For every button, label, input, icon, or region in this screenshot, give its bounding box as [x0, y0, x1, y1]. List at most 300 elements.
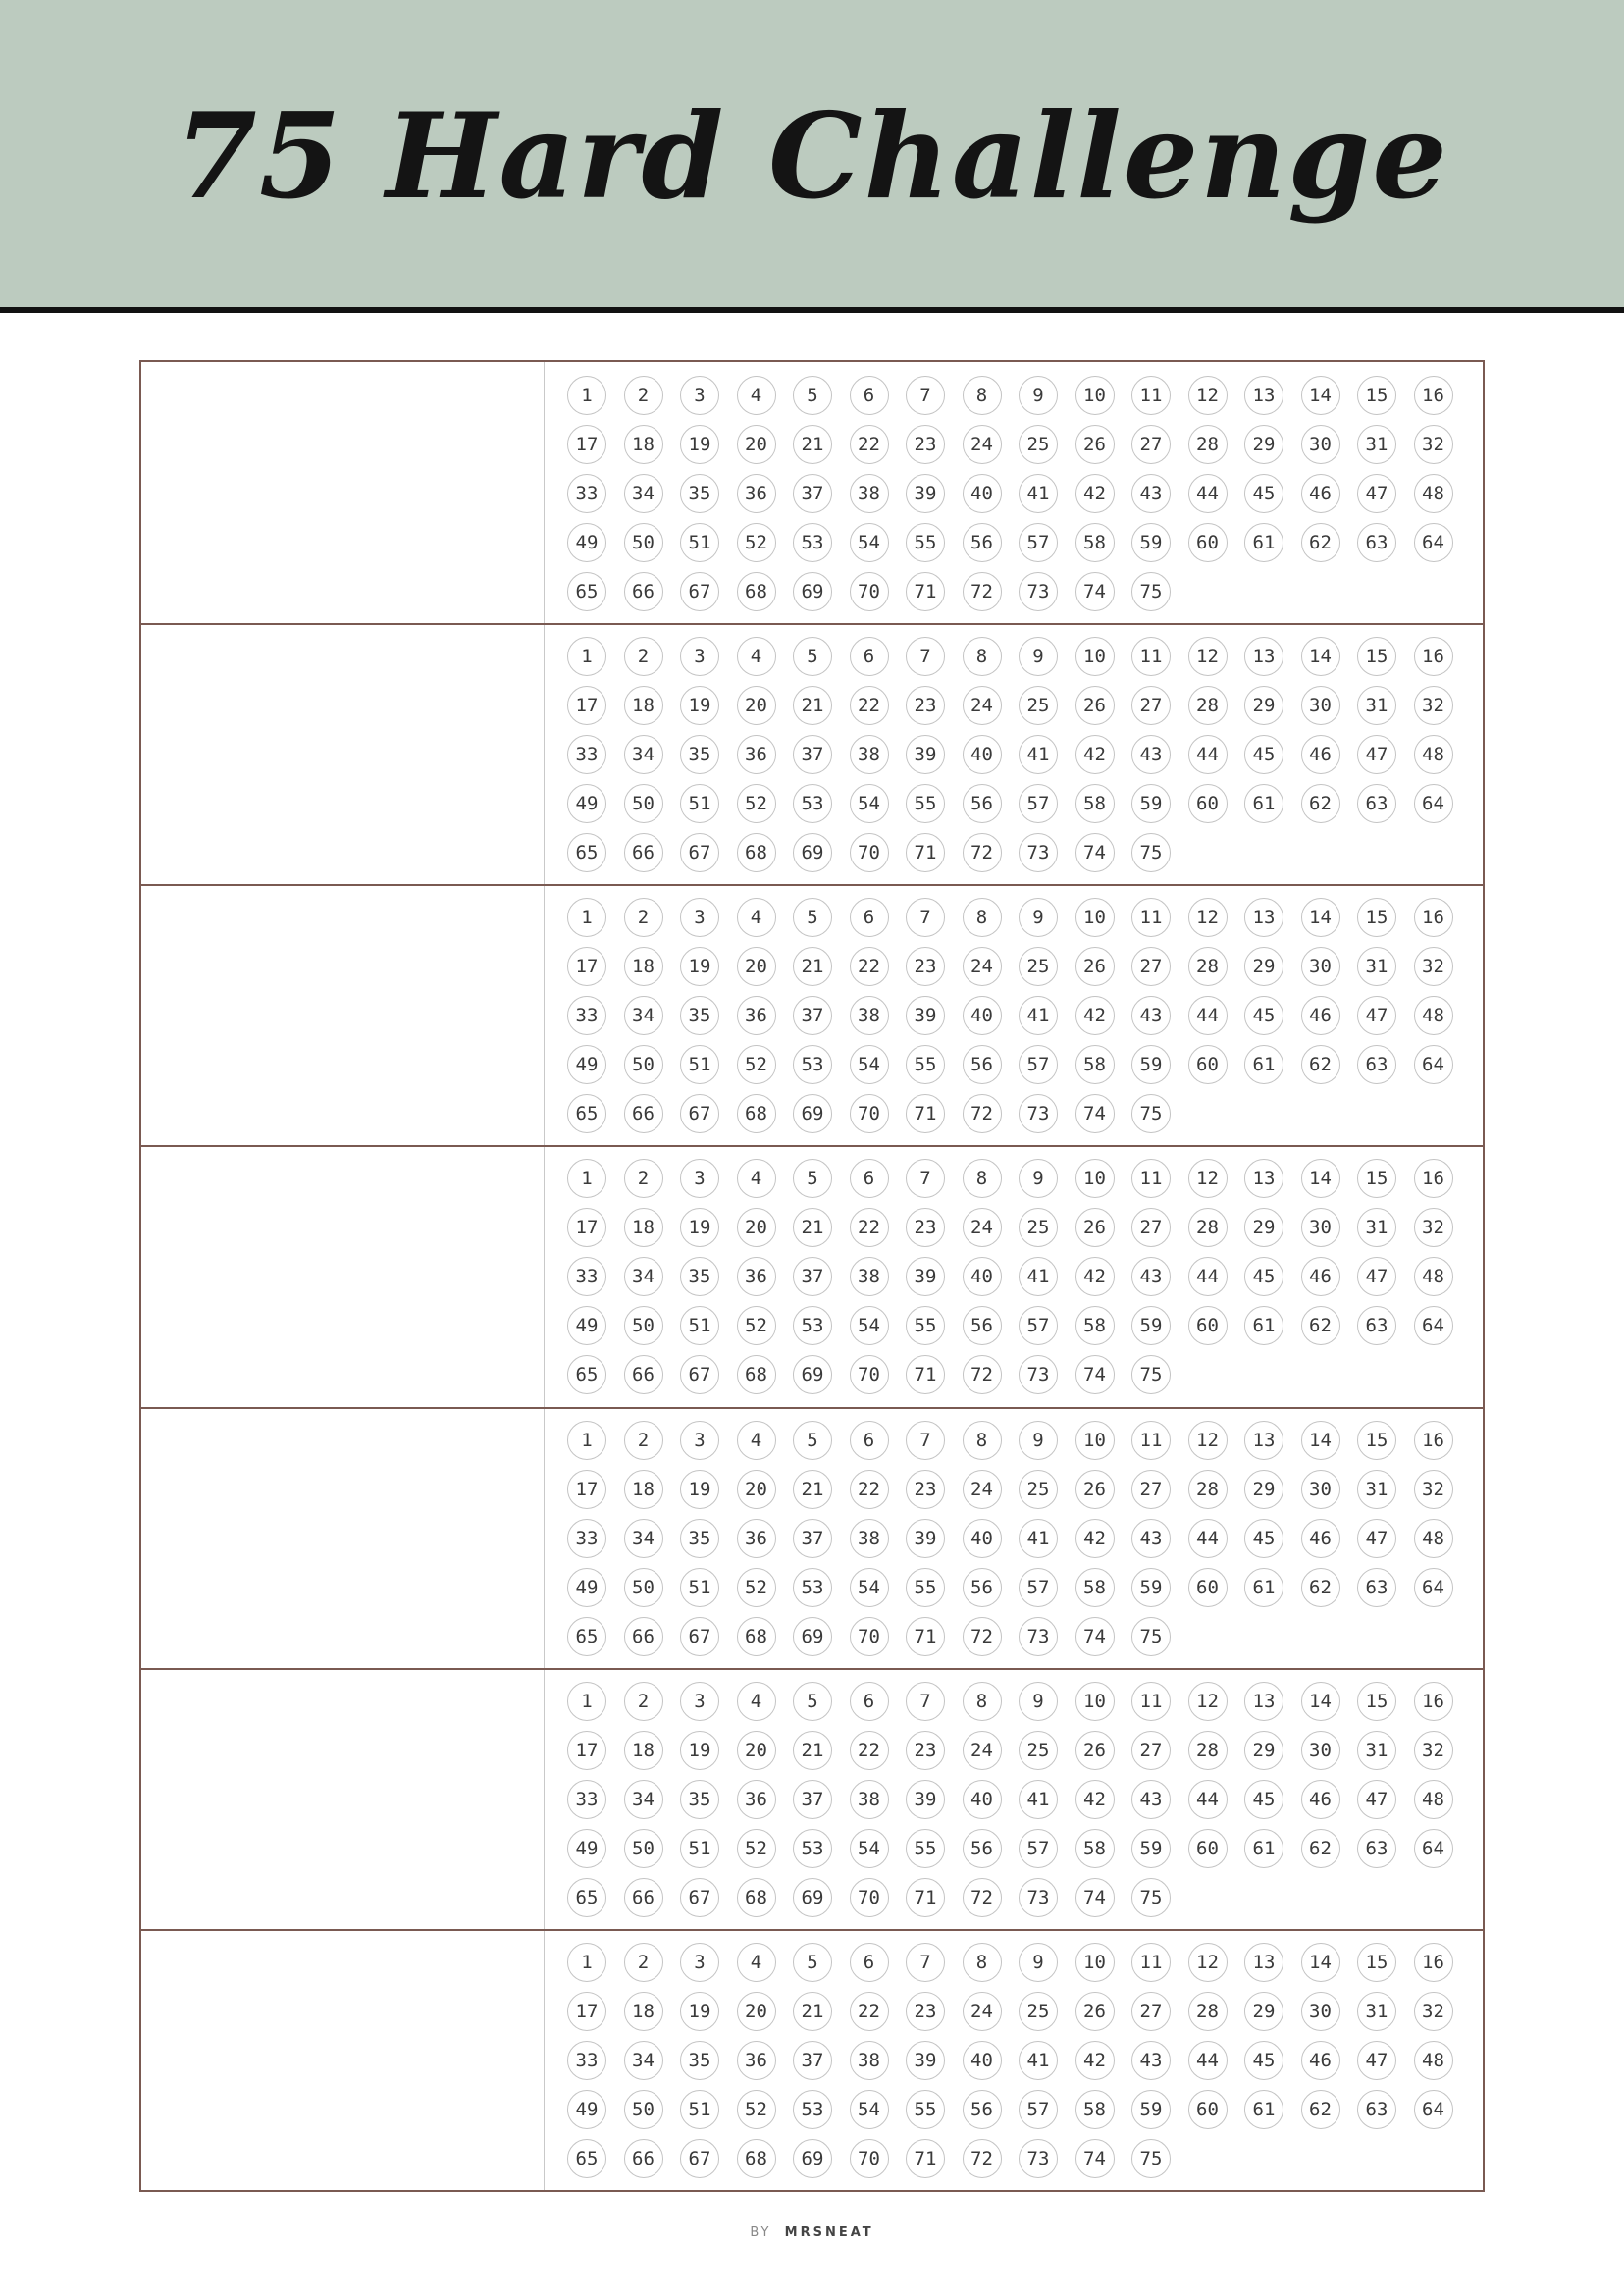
- day-circle[interactable]: 4: [737, 1421, 776, 1460]
- day-circle[interactable]: 17: [567, 1731, 606, 1770]
- day-circle[interactable]: 69: [793, 2139, 832, 2178]
- day-circle[interactable]: 24: [963, 1731, 1002, 1770]
- day-circle[interactable]: 43: [1131, 1780, 1171, 1819]
- day-circle[interactable]: 40: [963, 1257, 1002, 1296]
- day-circle[interactable]: 24: [963, 1470, 1002, 1509]
- day-circle[interactable]: 3: [680, 376, 719, 415]
- day-circle[interactable]: 4: [737, 637, 776, 676]
- day-circle[interactable]: 13: [1244, 376, 1283, 415]
- day-circle[interactable]: 2: [624, 637, 663, 676]
- day-circle[interactable]: 13: [1244, 637, 1283, 676]
- day-circle[interactable]: 44: [1188, 735, 1228, 774]
- day-circle[interactable]: 17: [567, 686, 606, 725]
- day-circle[interactable]: 1: [567, 1943, 606, 1982]
- day-circle[interactable]: 34: [624, 996, 663, 1035]
- day-circle[interactable]: 14: [1301, 1943, 1340, 1982]
- day-circle[interactable]: 28: [1188, 425, 1228, 464]
- day-circle[interactable]: 10: [1075, 1682, 1115, 1721]
- day-circle[interactable]: 70: [850, 1878, 889, 1917]
- day-circle[interactable]: 70: [850, 1355, 889, 1394]
- day-circle[interactable]: 69: [793, 1355, 832, 1394]
- day-circle[interactable]: 20: [737, 1470, 776, 1509]
- day-circle[interactable]: 11: [1131, 1421, 1171, 1460]
- day-circle[interactable]: 5: [793, 1421, 832, 1460]
- day-circle[interactable]: 17: [567, 1208, 606, 1247]
- day-circle[interactable]: 33: [567, 474, 606, 513]
- day-circle[interactable]: 71: [906, 2139, 945, 2178]
- day-circle[interactable]: 42: [1075, 474, 1115, 513]
- day-circle[interactable]: 4: [737, 1682, 776, 1721]
- day-circle[interactable]: 62: [1301, 523, 1340, 562]
- day-circle[interactable]: 64: [1414, 1045, 1453, 1084]
- day-circle[interactable]: 47: [1357, 1519, 1396, 1558]
- day-circle[interactable]: 54: [850, 1306, 889, 1345]
- day-circle[interactable]: 67: [680, 2139, 719, 2178]
- day-circle[interactable]: 21: [793, 1208, 832, 1247]
- day-circle[interactable]: 36: [737, 735, 776, 774]
- day-circle[interactable]: 26: [1075, 1208, 1115, 1247]
- day-circle[interactable]: 33: [567, 1257, 606, 1296]
- day-circle[interactable]: 57: [1019, 523, 1058, 562]
- day-circle[interactable]: 27: [1131, 1208, 1171, 1247]
- day-circle[interactable]: 51: [680, 784, 719, 823]
- day-circle[interactable]: 31: [1357, 425, 1396, 464]
- day-circle[interactable]: 20: [737, 1992, 776, 2031]
- day-circle[interactable]: 31: [1357, 947, 1396, 986]
- day-circle[interactable]: 9: [1019, 637, 1058, 676]
- day-circle[interactable]: 45: [1244, 1780, 1283, 1819]
- day-circle[interactable]: 32: [1414, 425, 1453, 464]
- day-circle[interactable]: 52: [737, 523, 776, 562]
- day-circle[interactable]: 9: [1019, 1943, 1058, 1982]
- day-circle[interactable]: 30: [1301, 425, 1340, 464]
- day-circle[interactable]: 33: [567, 1780, 606, 1819]
- day-circle[interactable]: 72: [963, 1878, 1002, 1917]
- day-circle[interactable]: 15: [1357, 1159, 1396, 1198]
- day-circle[interactable]: 7: [906, 376, 945, 415]
- day-circle[interactable]: 53: [793, 1045, 832, 1084]
- day-circle[interactable]: 52: [737, 1829, 776, 1868]
- day-circle[interactable]: 25: [1019, 1731, 1058, 1770]
- day-circle[interactable]: 9: [1019, 1159, 1058, 1198]
- day-circle[interactable]: 40: [963, 1780, 1002, 1819]
- day-circle[interactable]: 15: [1357, 898, 1396, 937]
- day-circle[interactable]: 12: [1188, 1159, 1228, 1198]
- day-circle[interactable]: 15: [1357, 376, 1396, 415]
- day-circle[interactable]: 44: [1188, 2041, 1228, 2080]
- day-circle[interactable]: 23: [906, 1470, 945, 1509]
- day-circle[interactable]: 6: [850, 1943, 889, 1982]
- day-circle[interactable]: 39: [906, 474, 945, 513]
- day-circle[interactable]: 72: [963, 2139, 1002, 2178]
- day-circle[interactable]: 17: [567, 1992, 606, 2031]
- day-circle[interactable]: 69: [793, 833, 832, 872]
- day-circle[interactable]: 50: [624, 784, 663, 823]
- day-circle[interactable]: 48: [1414, 2041, 1453, 2080]
- day-circle[interactable]: 49: [567, 1568, 606, 1607]
- day-circle[interactable]: 30: [1301, 947, 1340, 986]
- day-circle[interactable]: 30: [1301, 686, 1340, 725]
- day-circle[interactable]: 7: [906, 1682, 945, 1721]
- day-circle[interactable]: 68: [737, 1094, 776, 1133]
- day-circle[interactable]: 60: [1188, 1568, 1228, 1607]
- day-circle[interactable]: 75: [1131, 1617, 1171, 1656]
- day-circle[interactable]: 51: [680, 523, 719, 562]
- day-circle[interactable]: 22: [850, 686, 889, 725]
- day-circle[interactable]: 42: [1075, 2041, 1115, 2080]
- habit-label-cell[interactable]: [141, 623, 544, 884]
- day-circle[interactable]: 47: [1357, 474, 1396, 513]
- day-circle[interactable]: 18: [624, 1470, 663, 1509]
- day-circle[interactable]: 66: [624, 572, 663, 611]
- day-circle[interactable]: 34: [624, 1780, 663, 1819]
- day-circle[interactable]: 68: [737, 1878, 776, 1917]
- day-circle[interactable]: 53: [793, 1829, 832, 1868]
- day-circle[interactable]: 6: [850, 637, 889, 676]
- day-circle[interactable]: 34: [624, 474, 663, 513]
- day-circle[interactable]: 38: [850, 1519, 889, 1558]
- day-circle[interactable]: 64: [1414, 784, 1453, 823]
- day-circle[interactable]: 46: [1301, 2041, 1340, 2080]
- day-circle[interactable]: 23: [906, 947, 945, 986]
- day-circle[interactable]: 72: [963, 572, 1002, 611]
- day-circle[interactable]: 75: [1131, 1878, 1171, 1917]
- day-circle[interactable]: 20: [737, 686, 776, 725]
- day-circle[interactable]: 60: [1188, 2090, 1228, 2129]
- day-circle[interactable]: 61: [1244, 1568, 1283, 1607]
- day-circle[interactable]: 34: [624, 2041, 663, 2080]
- day-circle[interactable]: 16: [1414, 1159, 1453, 1198]
- day-circle[interactable]: 73: [1019, 1094, 1058, 1133]
- day-circle[interactable]: 27: [1131, 686, 1171, 725]
- day-circle[interactable]: 26: [1075, 425, 1115, 464]
- day-circle[interactable]: 14: [1301, 1682, 1340, 1721]
- day-circle[interactable]: 29: [1244, 425, 1283, 464]
- day-circle[interactable]: 71: [906, 1878, 945, 1917]
- day-circle[interactable]: 24: [963, 425, 1002, 464]
- day-circle[interactable]: 29: [1244, 686, 1283, 725]
- day-circle[interactable]: 27: [1131, 1731, 1171, 1770]
- day-circle[interactable]: 7: [906, 1159, 945, 1198]
- day-circle[interactable]: 22: [850, 1208, 889, 1247]
- day-circle[interactable]: 37: [793, 1257, 832, 1296]
- day-circle[interactable]: 62: [1301, 1829, 1340, 1868]
- day-circle[interactable]: 10: [1075, 1943, 1115, 1982]
- day-circle[interactable]: 8: [963, 1159, 1002, 1198]
- day-circle[interactable]: 32: [1414, 686, 1453, 725]
- day-circle[interactable]: 31: [1357, 1731, 1396, 1770]
- day-circle[interactable]: 48: [1414, 474, 1453, 513]
- day-circle[interactable]: 53: [793, 1568, 832, 1607]
- day-circle[interactable]: 44: [1188, 996, 1228, 1035]
- day-circle[interactable]: 58: [1075, 784, 1115, 823]
- day-circle[interactable]: 65: [567, 1878, 606, 1917]
- day-circle[interactable]: 73: [1019, 833, 1058, 872]
- day-circle[interactable]: 42: [1075, 735, 1115, 774]
- day-circle[interactable]: 64: [1414, 1829, 1453, 1868]
- day-circle[interactable]: 50: [624, 1829, 663, 1868]
- day-circle[interactable]: 59: [1131, 784, 1171, 823]
- day-circle[interactable]: 43: [1131, 1519, 1171, 1558]
- day-circle[interactable]: 47: [1357, 996, 1396, 1035]
- day-circle[interactable]: 29: [1244, 947, 1283, 986]
- day-circle[interactable]: 50: [624, 1568, 663, 1607]
- day-circle[interactable]: 35: [680, 1519, 719, 1558]
- day-circle[interactable]: 62: [1301, 1568, 1340, 1607]
- day-circle[interactable]: 55: [906, 1568, 945, 1607]
- day-circle[interactable]: 56: [963, 523, 1002, 562]
- day-circle[interactable]: 33: [567, 996, 606, 1035]
- day-circle[interactable]: 10: [1075, 376, 1115, 415]
- day-circle[interactable]: 56: [963, 1568, 1002, 1607]
- day-circle[interactable]: 1: [567, 1159, 606, 1198]
- day-circle[interactable]: 75: [1131, 2139, 1171, 2178]
- day-circle[interactable]: 61: [1244, 1306, 1283, 1345]
- day-circle[interactable]: 67: [680, 1617, 719, 1656]
- day-circle[interactable]: 74: [1075, 1878, 1115, 1917]
- day-circle[interactable]: 68: [737, 833, 776, 872]
- day-circle[interactable]: 72: [963, 1617, 1002, 1656]
- day-circle[interactable]: 45: [1244, 2041, 1283, 2080]
- day-circle[interactable]: 36: [737, 1519, 776, 1558]
- day-circle[interactable]: 58: [1075, 523, 1115, 562]
- day-circle[interactable]: 43: [1131, 2041, 1171, 2080]
- day-circle[interactable]: 75: [1131, 1355, 1171, 1394]
- day-circle[interactable]: 30: [1301, 1208, 1340, 1247]
- day-circle[interactable]: 69: [793, 1094, 832, 1133]
- day-circle[interactable]: 36: [737, 996, 776, 1035]
- day-circle[interactable]: 74: [1075, 833, 1115, 872]
- day-circle[interactable]: 18: [624, 1992, 663, 2031]
- day-circle[interactable]: 9: [1019, 898, 1058, 937]
- day-circle[interactable]: 32: [1414, 947, 1453, 986]
- day-circle[interactable]: 71: [906, 1094, 945, 1133]
- day-circle[interactable]: 31: [1357, 686, 1396, 725]
- day-circle[interactable]: 59: [1131, 1306, 1171, 1345]
- day-circle[interactable]: 56: [963, 1045, 1002, 1084]
- day-circle[interactable]: 38: [850, 996, 889, 1035]
- day-circle[interactable]: 70: [850, 1094, 889, 1133]
- day-circle[interactable]: 67: [680, 1355, 719, 1394]
- day-circle[interactable]: 25: [1019, 1992, 1058, 2031]
- day-circle[interactable]: 9: [1019, 1682, 1058, 1721]
- day-circle[interactable]: 66: [624, 833, 663, 872]
- day-circle[interactable]: 73: [1019, 1617, 1058, 1656]
- day-circle[interactable]: 8: [963, 1943, 1002, 1982]
- day-circle[interactable]: 37: [793, 1780, 832, 1819]
- day-circle[interactable]: 57: [1019, 2090, 1058, 2129]
- day-circle[interactable]: 23: [906, 1731, 945, 1770]
- day-circle[interactable]: 71: [906, 1617, 945, 1656]
- day-circle[interactable]: 73: [1019, 572, 1058, 611]
- day-circle[interactable]: 20: [737, 1208, 776, 1247]
- day-circle[interactable]: 2: [624, 1159, 663, 1198]
- habit-label-cell[interactable]: [141, 1145, 544, 1406]
- day-circle[interactable]: 23: [906, 686, 945, 725]
- day-circle[interactable]: 44: [1188, 1780, 1228, 1819]
- day-circle[interactable]: 33: [567, 1519, 606, 1558]
- day-circle[interactable]: 55: [906, 523, 945, 562]
- day-circle[interactable]: 19: [680, 1731, 719, 1770]
- day-circle[interactable]: 26: [1075, 1470, 1115, 1509]
- day-circle[interactable]: 4: [737, 898, 776, 937]
- day-circle[interactable]: 16: [1414, 1943, 1453, 1982]
- day-circle[interactable]: 45: [1244, 1257, 1283, 1296]
- day-circle[interactable]: 4: [737, 1159, 776, 1198]
- day-circle[interactable]: 5: [793, 1943, 832, 1982]
- day-circle[interactable]: 55: [906, 1045, 945, 1084]
- day-circle[interactable]: 74: [1075, 1617, 1115, 1656]
- day-circle[interactable]: 63: [1357, 1045, 1396, 1084]
- day-circle[interactable]: 60: [1188, 784, 1228, 823]
- day-circle[interactable]: 4: [737, 376, 776, 415]
- day-circle[interactable]: 42: [1075, 996, 1115, 1035]
- day-circle[interactable]: 40: [963, 1519, 1002, 1558]
- day-circle[interactable]: 18: [624, 947, 663, 986]
- day-circle[interactable]: 64: [1414, 1568, 1453, 1607]
- day-circle[interactable]: 1: [567, 898, 606, 937]
- day-circle[interactable]: 24: [963, 947, 1002, 986]
- day-circle[interactable]: 7: [906, 898, 945, 937]
- day-circle[interactable]: 69: [793, 1878, 832, 1917]
- day-circle[interactable]: 57: [1019, 1306, 1058, 1345]
- day-circle[interactable]: 22: [850, 1470, 889, 1509]
- day-circle[interactable]: 12: [1188, 376, 1228, 415]
- day-circle[interactable]: 66: [624, 1094, 663, 1133]
- day-circle[interactable]: 25: [1019, 1470, 1058, 1509]
- day-circle[interactable]: 63: [1357, 1306, 1396, 1345]
- day-circle[interactable]: 21: [793, 425, 832, 464]
- day-circle[interactable]: 35: [680, 474, 719, 513]
- day-circle[interactable]: 26: [1075, 1992, 1115, 2031]
- day-circle[interactable]: 55: [906, 1829, 945, 1868]
- day-circle[interactable]: 65: [567, 1094, 606, 1133]
- day-circle[interactable]: 12: [1188, 898, 1228, 937]
- day-circle[interactable]: 29: [1244, 1731, 1283, 1770]
- day-circle[interactable]: 23: [906, 1208, 945, 1247]
- day-circle[interactable]: 20: [737, 1731, 776, 1770]
- day-circle[interactable]: 17: [567, 1470, 606, 1509]
- day-circle[interactable]: 11: [1131, 898, 1171, 937]
- day-circle[interactable]: 74: [1075, 1094, 1115, 1133]
- day-circle[interactable]: 57: [1019, 1045, 1058, 1084]
- day-circle[interactable]: 26: [1075, 947, 1115, 986]
- day-circle[interactable]: 6: [850, 1682, 889, 1721]
- day-circle[interactable]: 6: [850, 1421, 889, 1460]
- day-circle[interactable]: 54: [850, 2090, 889, 2129]
- day-circle[interactable]: 1: [567, 637, 606, 676]
- day-circle[interactable]: 56: [963, 1306, 1002, 1345]
- day-circle[interactable]: 40: [963, 474, 1002, 513]
- day-circle[interactable]: 42: [1075, 1780, 1115, 1819]
- day-circle[interactable]: 5: [793, 898, 832, 937]
- day-circle[interactable]: 41: [1019, 1780, 1058, 1819]
- day-circle[interactable]: 13: [1244, 1159, 1283, 1198]
- day-circle[interactable]: 65: [567, 833, 606, 872]
- day-circle[interactable]: 55: [906, 784, 945, 823]
- day-circle[interactable]: 15: [1357, 1682, 1396, 1721]
- day-circle[interactable]: 10: [1075, 637, 1115, 676]
- day-circle[interactable]: 44: [1188, 1257, 1228, 1296]
- day-circle[interactable]: 5: [793, 376, 832, 415]
- day-circle[interactable]: 49: [567, 1045, 606, 1084]
- day-circle[interactable]: 74: [1075, 2139, 1115, 2178]
- day-circle[interactable]: 61: [1244, 523, 1283, 562]
- day-circle[interactable]: 25: [1019, 686, 1058, 725]
- day-circle[interactable]: 63: [1357, 2090, 1396, 2129]
- day-circle[interactable]: 49: [567, 1306, 606, 1345]
- day-circle[interactable]: 21: [793, 1470, 832, 1509]
- day-circle[interactable]: 36: [737, 1257, 776, 1296]
- day-circle[interactable]: 60: [1188, 523, 1228, 562]
- day-circle[interactable]: 21: [793, 1992, 832, 2031]
- day-circle[interactable]: 58: [1075, 1306, 1115, 1345]
- day-circle[interactable]: 70: [850, 2139, 889, 2178]
- day-circle[interactable]: 67: [680, 572, 719, 611]
- day-circle[interactable]: 52: [737, 784, 776, 823]
- day-circle[interactable]: 15: [1357, 1943, 1396, 1982]
- day-circle[interactable]: 29: [1244, 1208, 1283, 1247]
- day-circle[interactable]: 58: [1075, 2090, 1115, 2129]
- day-circle[interactable]: 62: [1301, 784, 1340, 823]
- day-circle[interactable]: 3: [680, 1421, 719, 1460]
- day-circle[interactable]: 35: [680, 1257, 719, 1296]
- day-circle[interactable]: 56: [963, 1829, 1002, 1868]
- day-circle[interactable]: 52: [737, 2090, 776, 2129]
- day-circle[interactable]: 40: [963, 996, 1002, 1035]
- day-circle[interactable]: 56: [963, 784, 1002, 823]
- day-circle[interactable]: 15: [1357, 637, 1396, 676]
- day-circle[interactable]: 8: [963, 1421, 1002, 1460]
- day-circle[interactable]: 11: [1131, 1943, 1171, 1982]
- day-circle[interactable]: 8: [963, 637, 1002, 676]
- day-circle[interactable]: 43: [1131, 1257, 1171, 1296]
- day-circle[interactable]: 59: [1131, 2090, 1171, 2129]
- day-circle[interactable]: 63: [1357, 1568, 1396, 1607]
- day-circle[interactable]: 16: [1414, 898, 1453, 937]
- day-circle[interactable]: 63: [1357, 784, 1396, 823]
- day-circle[interactable]: 44: [1188, 1519, 1228, 1558]
- day-circle[interactable]: 51: [680, 1568, 719, 1607]
- day-circle[interactable]: 72: [963, 833, 1002, 872]
- day-circle[interactable]: 31: [1357, 1992, 1396, 2031]
- day-circle[interactable]: 49: [567, 523, 606, 562]
- day-circle[interactable]: 62: [1301, 1045, 1340, 1084]
- day-circle[interactable]: 21: [793, 686, 832, 725]
- day-circle[interactable]: 1: [567, 1421, 606, 1460]
- habit-label-cell[interactable]: [141, 884, 544, 1145]
- day-circle[interactable]: 18: [624, 686, 663, 725]
- day-circle[interactable]: 72: [963, 1355, 1002, 1394]
- day-circle[interactable]: 36: [737, 474, 776, 513]
- day-circle[interactable]: 25: [1019, 1208, 1058, 1247]
- day-circle[interactable]: 21: [793, 947, 832, 986]
- day-circle[interactable]: 8: [963, 376, 1002, 415]
- day-circle[interactable]: 46: [1301, 996, 1340, 1035]
- day-circle[interactable]: 75: [1131, 1094, 1171, 1133]
- day-circle[interactable]: 17: [567, 947, 606, 986]
- day-circle[interactable]: 6: [850, 376, 889, 415]
- day-circle[interactable]: 56: [963, 2090, 1002, 2129]
- day-circle[interactable]: 52: [737, 1568, 776, 1607]
- day-circle[interactable]: 43: [1131, 474, 1171, 513]
- day-circle[interactable]: 24: [963, 1208, 1002, 1247]
- day-circle[interactable]: 32: [1414, 1992, 1453, 2031]
- day-circle[interactable]: 46: [1301, 1257, 1340, 1296]
- day-circle[interactable]: 31: [1357, 1470, 1396, 1509]
- day-circle[interactable]: 67: [680, 1878, 719, 1917]
- day-circle[interactable]: 50: [624, 1306, 663, 1345]
